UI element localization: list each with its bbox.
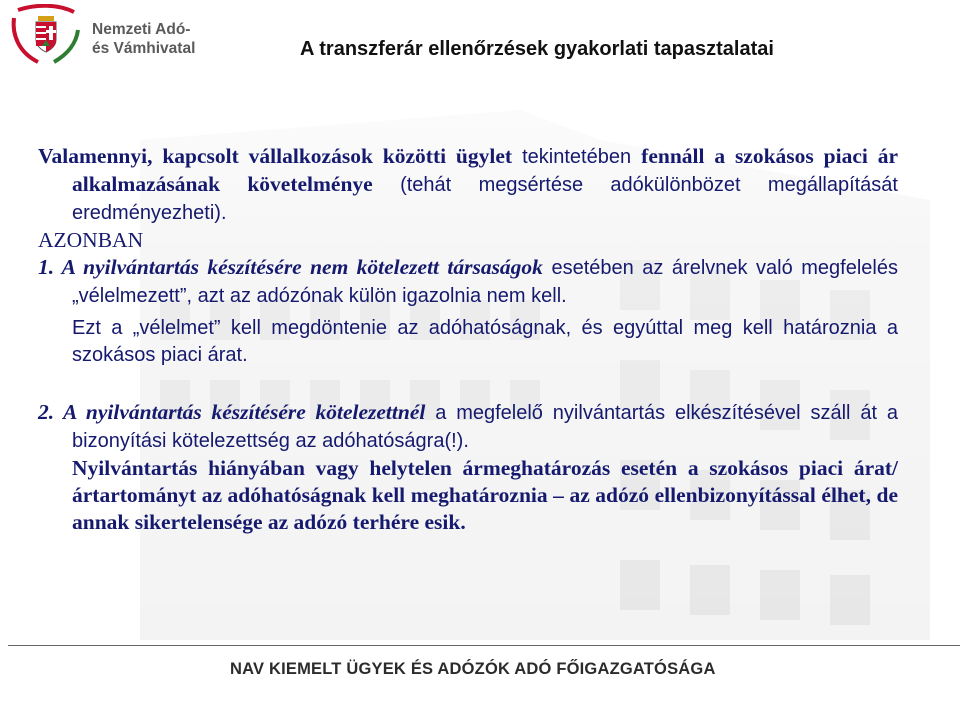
hungarian-coat-of-arms-icon bbox=[8, 4, 84, 66]
p1-bold1: Valamennyi, kapcsolt vállalkozások közötti ügylet bbox=[38, 144, 513, 168]
spacer bbox=[38, 369, 898, 399]
logo-line1: Nemzeti Adó- bbox=[92, 21, 191, 38]
paragraph-requirement bbox=[38, 143, 898, 227]
p2-italic: A nyilvántartás készítésére nem kötelezett társaságok bbox=[61, 255, 543, 279]
paragraph-case-1 bbox=[38, 254, 898, 310]
p1-normal2: (tehát megsértése adókülönbözet megállapítását eredményezheti). bbox=[72, 174, 898, 224]
p2-rest: esetében az árelvnek való megfelelés „vélelmezett”, azt az adózónak külön igazolnia nem kell. bbox=[72, 257, 898, 307]
nav-logo bbox=[8, 4, 208, 66]
footer-text: NAV KIEMELT ÜGYEK ÉS ADÓZÓK ADÓ FŐIGAZGATÓSÁGA bbox=[230, 660, 716, 678]
p2-label: 1. bbox=[38, 255, 62, 279]
slide-body bbox=[38, 143, 898, 536]
azonban-label: AZONBAN bbox=[38, 228, 144, 252]
p4-italic: A nyilvántartás készítésére kötelezettnél bbox=[63, 400, 426, 424]
p4-label: 2. bbox=[38, 400, 64, 424]
paragraph-case-2 bbox=[38, 399, 898, 455]
footer-divider bbox=[8, 645, 960, 646]
logo-line2: és Vámhivatal bbox=[92, 40, 196, 57]
p1-normal1: tekintetében bbox=[512, 146, 642, 168]
logo-text bbox=[92, 20, 195, 58]
paragraph-missing-records: Nyilvántartás hiányában vagy helytelen ármeghatározás esetén a szokásos piaci árat/ártartományt az adóhatóságnak kell meghatároznia – az adózó ellenbizonyítással élhet, de annak sikertelensége az adózó terhére esik. bbox=[72, 456, 898, 534]
p4-rest: a megfelelő nyilvántartás elkészítésével száll át a bizonyítási kötelezettség az adóhatóságra(!). bbox=[72, 402, 899, 452]
slide-title: A transzferár ellenőrzések gyakorlati tapasztalatai bbox=[300, 38, 774, 60]
paragraph-presumption: Ezt a „vélelmet” kell megdöntenie az adóhatóságnak, és egyúttal meg kell határoznia a szokásos piaci árat. bbox=[72, 317, 898, 366]
p1-bold2: fennáll a szokásos piaci ár alkalmazásának követelménye bbox=[72, 144, 899, 196]
